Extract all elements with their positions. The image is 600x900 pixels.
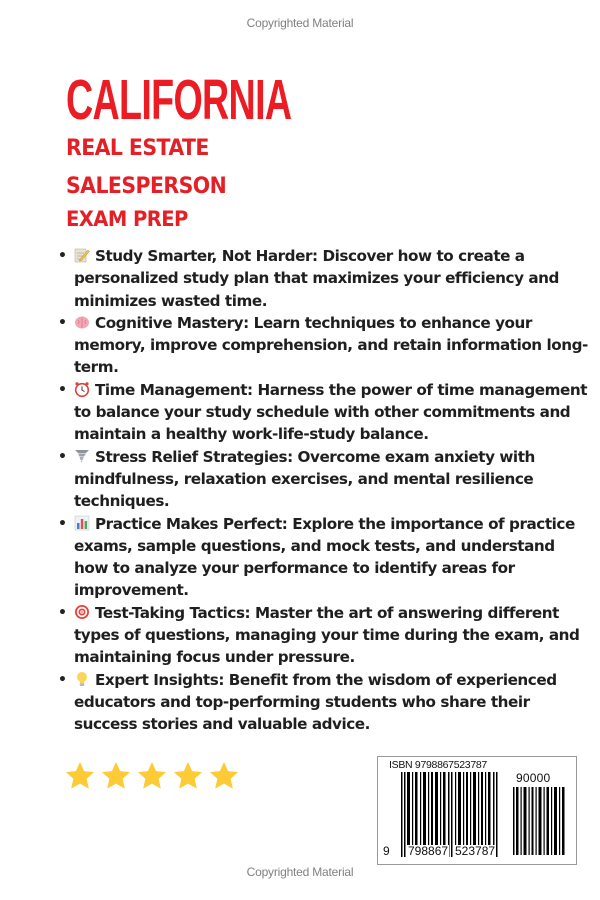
brain-icon	[74, 314, 90, 330]
star-icon	[208, 760, 240, 792]
feature-item	[58, 379, 588, 446]
isbn-barcode	[377, 756, 577, 865]
feature-item	[58, 446, 588, 513]
bullet-icon: •	[58, 248, 67, 264]
feature-text: Study Smarter, Not Harder: Discover how to create a personalized study plan that maximizes your efficiency and minimizes wasted time.	[74, 247, 559, 310]
five-star-rating	[64, 760, 240, 792]
bar-chart-icon	[74, 515, 90, 531]
subtitle-line-2: SALESPERSON	[66, 174, 227, 199]
bullet-icon: •	[58, 381, 67, 398]
memo-icon	[74, 247, 90, 263]
bullet-icon: •	[58, 515, 67, 532]
bullet-icon: •	[58, 671, 67, 688]
isbn-label: ISBN 9798867523787	[389, 759, 487, 771]
subtitle-line-1: REAL ESTATE	[66, 136, 209, 161]
bullet-icon: •	[58, 448, 67, 465]
bullet-icon: •	[58, 314, 67, 331]
feature-item	[58, 513, 588, 602]
feature-text: Stress Relief Strategies: Overcome exam anxiety with mindfulness, relaxation exercises, and mental resilience techniques.	[74, 447, 535, 511]
feature-text: Cognitive Mastery: Learn techniques to enhance your memory, improve comprehension, and retain information long-term.	[74, 313, 588, 377]
copyright-notice-bottom: Copyrighted Material	[246, 865, 354, 879]
feature-text: Test-Taking Tactics: Master the art of answering different types of questions, managing your time during the exam, and maintaining focus under pressure.	[74, 603, 580, 667]
price-code: 90000	[516, 771, 551, 785]
feature-text: Expert Insights: Benefit from the wisdom of experienced educators and top-performing students who share their success stories and valuable advice.	[74, 670, 557, 734]
star-icon	[64, 760, 96, 792]
copyright-notice-top: Copyrighted Material	[246, 16, 354, 30]
star-icon	[136, 760, 168, 792]
barcode-digit-first: 9	[383, 844, 390, 858]
barcode-digits-group-1: 798867	[408, 844, 449, 858]
feature-list	[58, 245, 588, 736]
feature-text: Practice Makes Perfect: Explore the importance of practice exams, sample questions, and mock tests, and understand how to analyze your performance to identify areas for improvement.	[74, 514, 575, 600]
feature-item	[58, 312, 588, 379]
star-icon	[172, 760, 204, 792]
feature-text: Time Management: Harness the power of time management to balance your study schedule with other commitments and maintain a healthy work-life-study balance.	[74, 380, 587, 444]
tornado-icon	[74, 448, 90, 464]
barcode-bars-addon	[513, 787, 568, 855]
alarm-clock-icon	[74, 381, 90, 397]
subtitle-line-3: EXAM PREP	[66, 207, 188, 231]
barcode-digits-group-2: 523787	[455, 844, 496, 858]
feature-item	[58, 245, 588, 312]
feature-item	[58, 602, 588, 669]
feature-item	[58, 669, 588, 736]
light-bulb-icon	[74, 671, 90, 687]
book-title-block	[66, 68, 407, 231]
star-icon	[100, 760, 132, 792]
bullet-icon: •	[58, 604, 67, 621]
target-icon	[74, 604, 90, 620]
title-main: CALIFORNIA	[66, 68, 292, 132]
